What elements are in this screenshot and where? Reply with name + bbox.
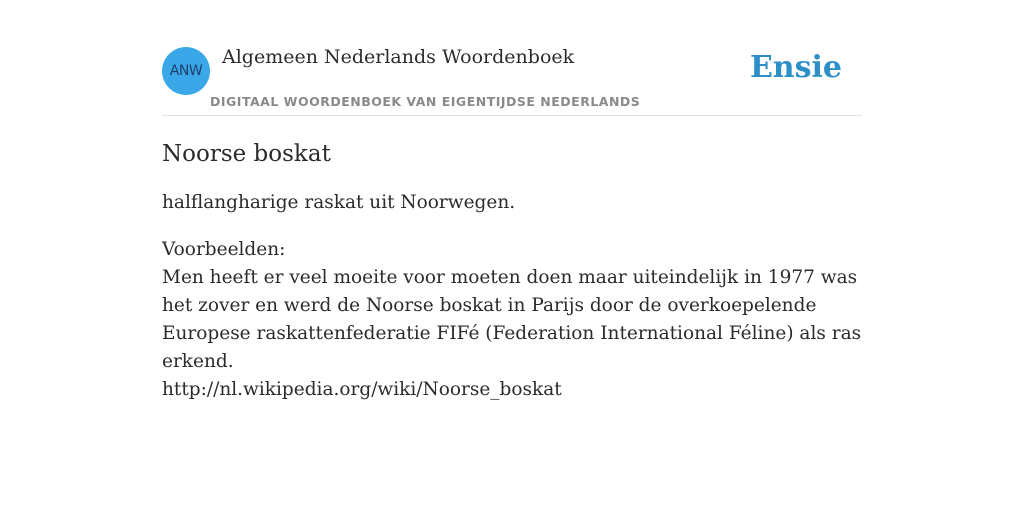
entry-examples xyxy=(162,236,862,404)
examples-label: Voorbeelden: xyxy=(162,239,286,260)
logo-text: ANW xyxy=(169,63,203,79)
site-title[interactable]: Algemeen Nederlands Woordenboek xyxy=(222,46,575,68)
example-source: http://nl.wikipedia.org/wiki/Noorse_boskat xyxy=(162,379,562,400)
example-text: Men heeft er veel moeite voor moeten doen maar uiteindelijk in 1977 was het zover en werd de Noorse boskat in Parijs door de overkoepelende Europese raskattenfederatie FIFé (Federation International Féline) als ras erkend. xyxy=(162,267,862,372)
ensie-brand-link[interactable]: Ensie xyxy=(749,50,842,85)
entry-term: Noorse boskat xyxy=(162,141,331,167)
header xyxy=(162,0,862,116)
entry-definition: halflangharige raskat uit Noorwegen. xyxy=(162,192,516,213)
entry-content xyxy=(162,138,862,404)
site-subtitle: DIGITAAL WOORDENBOEK VAN EIGENTIJDSE NEDERLANDS xyxy=(210,94,641,109)
anw-logo[interactable] xyxy=(162,47,210,95)
